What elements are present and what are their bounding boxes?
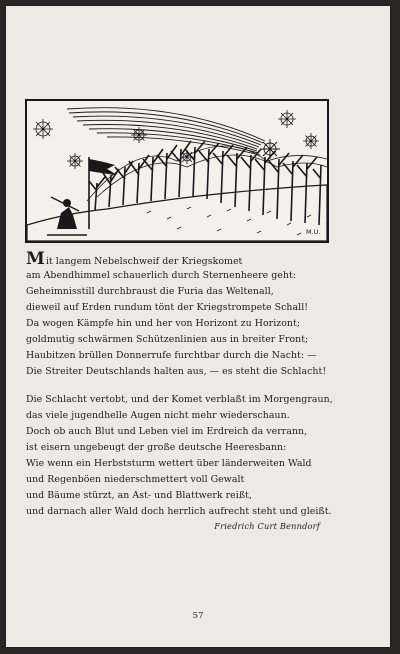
poem-line: Da wogen Kämpfe hin und her von Horizont zu Horizont; — [26, 318, 301, 329]
poem-line: dieweil auf Erden rundum tönt der Kriegstrompete Schall! — [26, 302, 309, 313]
page-number: 57 — [192, 611, 204, 621]
poem-line: goldmutig schwärmen Schützenlinien aus in breiter Front; — [26, 334, 309, 345]
poem-line: und Bäume stürzt, an Ast- und Blattwerk reißt, — [26, 490, 252, 501]
poem-line-text: it langem Nebelschweif der Kriegskomet — [45, 256, 243, 267]
artist-signature: M.U. — [306, 228, 321, 236]
poem-line: Geheimnisstill durchbraust die Furia das Weltenall, — [26, 286, 274, 297]
poem-stanza-2 — [26, 392, 346, 520]
poem-line: das viele jugendhelle Augen nicht mehr wiederschaun. — [26, 410, 290, 421]
poem-line: Die Schlacht vertobt, und der Komet verblaßt im Morgengraun, — [26, 394, 333, 405]
poem-line: Haubitzen brüllen Donnerrufe furchtbar durch die Nacht: — — [26, 350, 317, 361]
poem-line: ist eisern ungebeugt der große deutsche Heeresbann: — [26, 442, 287, 453]
woodcut-illustration — [25, 99, 329, 243]
poem-stanza-1 — [26, 249, 346, 380]
poem-author: Friedrich Curt Benndorf — [214, 521, 320, 531]
book-page — [6, 6, 390, 647]
comet-tail — [67, 108, 265, 155]
poem-line: Wie wenn ein Herbststurm wettert über länderweiten Wald — [26, 458, 312, 469]
poem-line: und Regenböen niederschmettert voll Gewalt — [26, 474, 245, 485]
poem-line: am Abendhimmel schauerlich durch Sternenheere geht: — [26, 270, 297, 281]
poem-line: Die Streiter Deutschlands halten aus, — es steht die Schlacht! — [26, 366, 327, 377]
drop-cap: M — [26, 249, 45, 269]
poem-line: und darnach aller Wald doch herrlich aufrecht steht und gleißt. — [26, 506, 332, 517]
poem-line: Doch ob auch Blut und Leben viel im Erdreich da verrann, — [26, 426, 308, 437]
poem-line — [26, 249, 346, 269]
comet-forest-woodcut — [27, 101, 327, 241]
